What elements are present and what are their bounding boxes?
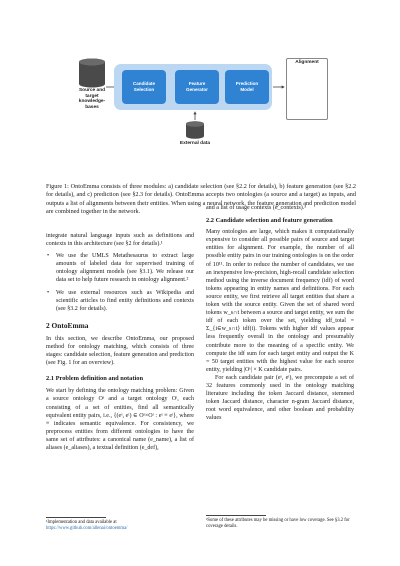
source-target-label: Source and target knowledge- bases [78, 88, 106, 110]
alignment-label: Alignment [295, 60, 319, 65]
footnote-rule [206, 515, 266, 516]
intro-paragraph-end: integrate natural language inputs such as definitions and contexts in this architecture (see §2 for details).¹ [46, 233, 194, 248]
problem-definition-paragraph: We start by defining the ontology matching problem: Given a source ontology Oˢ and a target ontology Oᵗ, each consisting of a set of entities, find all semantically equivalent entity pairs, i.e., {(eˢ, eᵗ) ∈ Oˢ×Oᵗ : eˢ ≡ eᵗ}, where ≡ indicates semantic equivalence. For consistency, we preprocess entities from different ontologies to have the same set of attributes: a canonical name (e_name), a list of aliases (e_aliases), a textual definition (e_def), [46, 388, 194, 451]
right-footnote [206, 515, 354, 529]
alignment-box [286, 58, 328, 120]
external-data-icon [186, 121, 204, 139]
bullet-text: We use the UMLS Metathesaurus to extract large amounts of labeled data for supervised training of ontology alignment models (see §3.1). We release our data set to help future research in ontology alignment.² [56, 253, 194, 284]
feature-generator-module: Feature Generator [175, 70, 219, 104]
footnote-1-text: ¹Implementation and data available at [46, 520, 117, 525]
section-intro-paragraph: In this section, we describe OntoEmma, our proposed method for ontology matching, which consists of three stages: candidate selection, feature generation and prediction (see Fig. 1 for an overview). [46, 335, 194, 367]
subsection-heading-2-1: 2.1 Problem definition and notation [46, 375, 143, 383]
subsection-heading-2-2: 2.2 Candidate selection and feature generation [206, 217, 333, 225]
left-column [46, 232, 194, 452]
figure-1 [70, 50, 332, 168]
right-column [206, 204, 354, 422]
contribution-bullet-external [46, 289, 194, 313]
bullet-icon: • [47, 289, 50, 296]
candidate-selection-module: Candidate Selection [122, 70, 166, 104]
footnote-1-link[interactable]: https://www.github.com/allenai/ontoemma/ [46, 525, 128, 531]
prediction-model-module: Prediction Model [225, 70, 269, 104]
bullet-text: We use external resources such as Wikipedia and scientific articles to find entity definitions and contexts (see §3.2 for details). [56, 289, 194, 312]
section-heading-ontoemma: 2 OntoEmma [46, 320, 89, 330]
attributes-paragraph-end: and a list of usage contexts (e_contexts).³ [206, 205, 307, 211]
candidate-selection-paragraph: Many ontologies are large, which makes it computationally expensive to consider all possible pairs of source and target entities for alignment. For example, the number of all possible entity pairs in our training ontologies is on the order of 10¹¹. In order to reduce the number of candidates, we use an inexpensive low-precision, high-recall candidate selection method using the inverse document frequency (idf) of word tokens appearing in entity names and definitions. For each source entity, we first retrieve all target entities that share a token with the source entity. Given the set of shared word tokens w_s∩t between a source and target entity, we sum the idf of each token over the set, yielding idf_total = Σ_{i∈w_s∩t} idf(i). Tokens with higher idf values appear less frequently overall in the ontology and presumably contribute more to the meaning of a specific entity. We compute the idf sum for each target entity and output the K = 50 target entities with the highest value for each source entity, yielding |Oˢ| × K candidate pairs. [206, 229, 354, 373]
footnote-rule [46, 517, 106, 518]
left-footnote [46, 517, 194, 531]
source-kb-icon [79, 59, 105, 88]
bullet-icon: • [47, 253, 50, 260]
contribution-bullet-umls [46, 252, 194, 284]
figure-caption: Figure 1: OntoEmma consists of three modules: a) candidate selection (see §2.2 for details), b) feature generation (see §2.2 for details), and c) prediction (see §2.3 for details). OntoEmma accepts two ontologies (a source and a target) as inputs, and outputs a list of alignments between their entities. When using a neural network, the feature generation and prediction model are combined together in the network. [46, 183, 356, 215]
external-data-label: External data [179, 141, 211, 146]
features-paragraph: For each candidate pair (eˢ, eᵗ), we precompute a set of 32 features commonly used in the ontology matching literature including the token Jaccard distance, stemmed token Jaccard distance, character n-gram Jaccard distance, root word equivalence, and other boolean and probability values [206, 374, 354, 422]
footnote-3-text: ³Some of these attributes may be missing or have low coverage. See §3.2 for coverage details. [206, 518, 350, 529]
